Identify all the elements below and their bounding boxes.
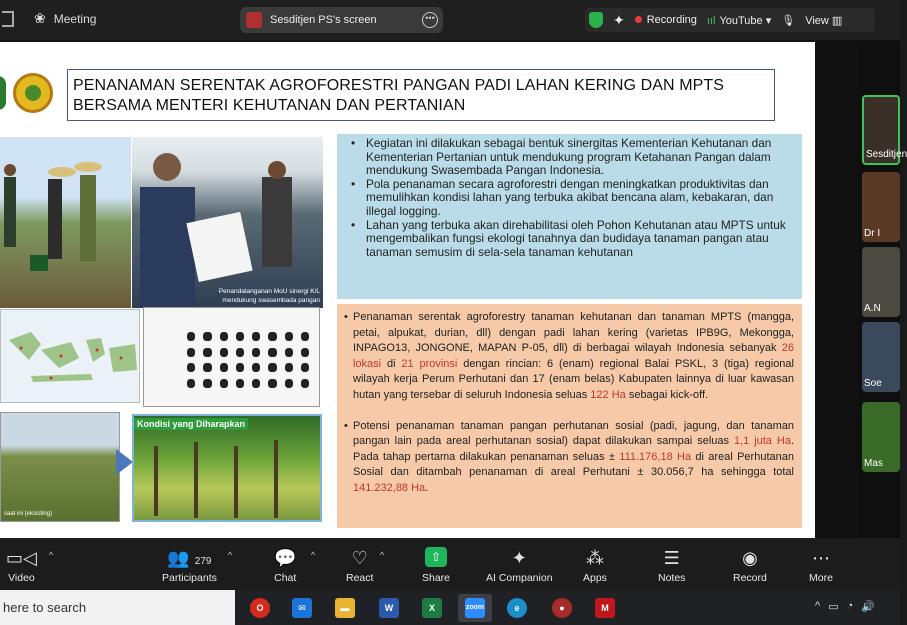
- participant-tile[interactable]: [862, 322, 900, 392]
- participant-name: Sesditjen: [866, 149, 907, 160]
- current-condition-photo: [0, 412, 120, 522]
- video-button[interactable]: [6, 547, 37, 584]
- taskbar-word-app[interactable]: [372, 594, 406, 622]
- participant-name: Mas: [864, 458, 883, 469]
- ai-companion-button[interactable]: [486, 547, 553, 584]
- meeting-menu[interactable]: [34, 10, 96, 27]
- record-button[interactable]: [733, 547, 767, 584]
- shared-screen-chip[interactable]: [240, 7, 443, 33]
- more-options-icon[interactable]: •••: [422, 12, 438, 28]
- summary-box-blue: [337, 134, 802, 299]
- word-icon: W: [379, 598, 399, 618]
- paw-icon: ❀: [34, 10, 46, 26]
- participant-name: Dr I: [864, 228, 881, 239]
- planting-layout-diagram: [143, 307, 320, 407]
- ministry-logo-left: [0, 76, 6, 110]
- expected-condition-label: Kondisi yang Diharapkan: [134, 418, 248, 430]
- apps-label: Apps: [583, 572, 607, 584]
- participant-tile[interactable]: [862, 402, 900, 472]
- system-tray: [815, 600, 875, 613]
- participant-name: A.N: [864, 303, 881, 314]
- recording-dot-icon: [635, 16, 642, 23]
- video-camera-icon: ▭◁: [6, 548, 37, 568]
- youtube-label: YouTube: [719, 14, 763, 27]
- mou-caption: Penandatanganan MoU sinergi K/L mendukung swasembada pangan: [218, 288, 320, 304]
- taskbar-excel-app[interactable]: [415, 594, 449, 622]
- shared-slide: [0, 42, 815, 538]
- search-placeholder: here to search: [3, 600, 87, 615]
- folder-icon: ▬: [335, 598, 355, 618]
- share-screen-icon: ⇧: [425, 547, 447, 567]
- summary-bullet: • Pola penanaman secara agroforestri dengan meningkatkan produktivitas dan memulihkan kondisi lahan yang terbuka akibat bencana alam, kebakaran, dan illegal logging.: [355, 178, 794, 219]
- taskbar-mcafee-app[interactable]: [588, 594, 622, 622]
- details-box-orange: [337, 304, 802, 528]
- arrow-right-icon: [116, 449, 133, 475]
- participant-name: Soe: [864, 378, 882, 389]
- more-button[interactable]: [809, 547, 833, 584]
- apps-button[interactable]: [583, 547, 607, 584]
- taskbar-mail-app[interactable]: [285, 594, 319, 622]
- tray-network-icon[interactable]: ▭: [828, 601, 839, 613]
- notes-button[interactable]: [658, 547, 685, 584]
- zoom-icon: zoom: [465, 598, 485, 618]
- participants-label: Participants: [162, 572, 217, 584]
- ai-companion-label: AI Companion: [486, 572, 553, 584]
- participant-tile[interactable]: [862, 247, 900, 317]
- participants-icon: 👥 279: [167, 548, 212, 568]
- recording-indicator[interactable]: [635, 14, 697, 26]
- details-bullet-potential: • Potensi penanaman tanaman pangan perhutanan sosial (padi, jagung, dan tanaman pangan lain pada areal perhutanan sosial) dapat dilakukan sampai seluas 1,1 juta Ha. Pada tahap pertama dilakukan penanaman seluas ± 111.176,18 Ha di areal Perhutanan Sosial dan ditambah penanaman di areal Perhutani ± 30.056,7 ha sehingga total 141.232,88 Ha.: [347, 419, 794, 497]
- record-icon: ◉: [742, 548, 758, 568]
- signal-icon: ııl: [706, 14, 716, 27]
- more-dots-icon: ⋯: [811, 548, 830, 568]
- video-options-caret-icon[interactable]: ^: [49, 550, 54, 560]
- share-label: Share: [422, 572, 451, 584]
- security-shield-icon[interactable]: [589, 12, 603, 28]
- taskbar-zoom-app[interactable]: [458, 594, 492, 622]
- taskbar-opera-app[interactable]: [243, 594, 277, 622]
- heart-icon: ♡: [351, 548, 368, 568]
- planting-photo: [0, 137, 131, 308]
- participant-gallery: [858, 42, 907, 538]
- participants-options-caret-icon[interactable]: ^: [228, 550, 233, 560]
- participants-button[interactable]: [162, 547, 217, 584]
- chat-label: Chat: [274, 572, 297, 584]
- ministry-logo-seal: [13, 73, 53, 113]
- taskbar-app-red[interactable]: [545, 594, 579, 622]
- mou-signing-photo: [132, 137, 323, 308]
- apps-icon: ⁂: [585, 548, 604, 568]
- microphone-icon[interactable]: 🎙: [781, 14, 796, 27]
- planting-grid: [184, 330, 312, 390]
- record-label: Record: [733, 572, 767, 584]
- meeting-status-bar: [585, 8, 875, 32]
- mou-signing-figures: [132, 137, 323, 308]
- participants-count: 279: [194, 556, 212, 567]
- taskbar-explorer-app[interactable]: [328, 594, 362, 622]
- mail-icon: ✉: [292, 598, 312, 618]
- ai-sparkle-icon: ✦: [511, 548, 527, 568]
- current-condition-caption: saat ini (eksisting): [4, 511, 53, 517]
- video-label: Video: [8, 572, 35, 584]
- summary-bullet: • Lahan yang terbuka akan direhabilitasi oleh Pohon Kehutanan atau MPTS untuk mengembalikan fungsi ekologi tanahnya dan budidaya tanaman pangan atau tanaman semusim di sela-sela tanaman kehutanan: [355, 219, 794, 260]
- chat-button[interactable]: [274, 547, 296, 584]
- details-bullet-planting: • Penanaman serentak agroforestry tanaman kehutanan dan tanaman MPTS (mangga, petai, alpukat, durian, dll) dengan padi lahan kering (varietas IPB9G, Mekongga, INPAGO13, JONGONE, MAPAN P-05, dll) di berbagai wilayah Indonesia sebanyak 26 lokasi di 21 provinsi dengan rincian: 6 (enam) regional Balai PSKL, 3 (tiga) regional wilayah kerja Perum Perhutani dan 17 (enam belas) Kabupaten lainnya di luar kawasan hutan yang tersebar di seluruh Indonesia seluas 122 Ha sebagai kick-off.: [347, 310, 794, 404]
- ai-sparkle-icon[interactable]: ✦: [613, 11, 625, 28]
- expected-condition-photo: [132, 414, 322, 522]
- tray-wifi-icon[interactable]: ◔: [846, 600, 854, 612]
- taskbar-search-box[interactable]: [0, 590, 235, 625]
- edge-icon: e: [507, 598, 527, 618]
- view-menu[interactable]: View ▥: [805, 14, 843, 27]
- meeting-toolbar: [0, 538, 900, 590]
- tray-chevron-icon[interactable]: ^: [815, 600, 821, 612]
- recording-label: Recording: [646, 14, 697, 26]
- mcafee-icon: M: [595, 598, 615, 618]
- meeting-label: Meeting: [53, 11, 97, 26]
- notes-label: Notes: [658, 572, 686, 584]
- react-label: React: [346, 572, 374, 584]
- details-list: [347, 310, 794, 497]
- react-options-caret-icon[interactable]: ^: [380, 550, 385, 560]
- indonesia-map: [0, 309, 140, 403]
- more-label: More: [809, 572, 833, 584]
- chat-bubble-icon: 💬: [274, 548, 297, 568]
- presenter-avatar: [246, 12, 262, 28]
- notes-icon: ☰: [663, 548, 680, 568]
- participant-tile[interactable]: [862, 95, 907, 165]
- participant-tile[interactable]: [862, 172, 900, 242]
- sidebar-toggle-icon[interactable]: [2, 11, 14, 27]
- taskbar-edge-app[interactable]: [500, 594, 534, 622]
- chat-options-caret-icon[interactable]: ^: [311, 550, 316, 560]
- youtube-live-indicator[interactable]: ııl YouTube ▾: [706, 14, 772, 27]
- shared-screen-label: Sesditjen PS's screen: [270, 14, 377, 26]
- planting-people-figures: [0, 137, 131, 308]
- slide-title: PENANAMAN SERENTAK AGROFORESTRI PANGAN PADI LAHAN KERING DAN MPTS BERSAMA MENTERI KEHUTANAN DAN PERTANIAN: [67, 69, 775, 121]
- expected-condition-trees: [134, 416, 324, 524]
- summary-list: [355, 137, 794, 259]
- summary-bullet: • Kegiatan ini dilakukan sebagai bentuk sinergitas Kementerian Kehutanan dan Kementerian Pertanian untuk mendukung program Ketahanan Pangan dalam mendukung Swasembada Pangan Indonesia.: [355, 137, 794, 178]
- view-label: View: [805, 14, 829, 27]
- share-button[interactable]: [422, 547, 450, 584]
- top-bar-left: [0, 10, 96, 27]
- app-red-icon: ●: [552, 598, 572, 618]
- excel-icon: X: [422, 598, 442, 618]
- indonesia-map-shapes: [1, 310, 141, 404]
- top-bar: [0, 0, 900, 40]
- opera-icon: O: [250, 598, 270, 618]
- react-button[interactable]: [346, 547, 373, 584]
- tray-volume-icon[interactable]: 🔊: [861, 601, 875, 613]
- os-taskbar: [0, 590, 900, 625]
